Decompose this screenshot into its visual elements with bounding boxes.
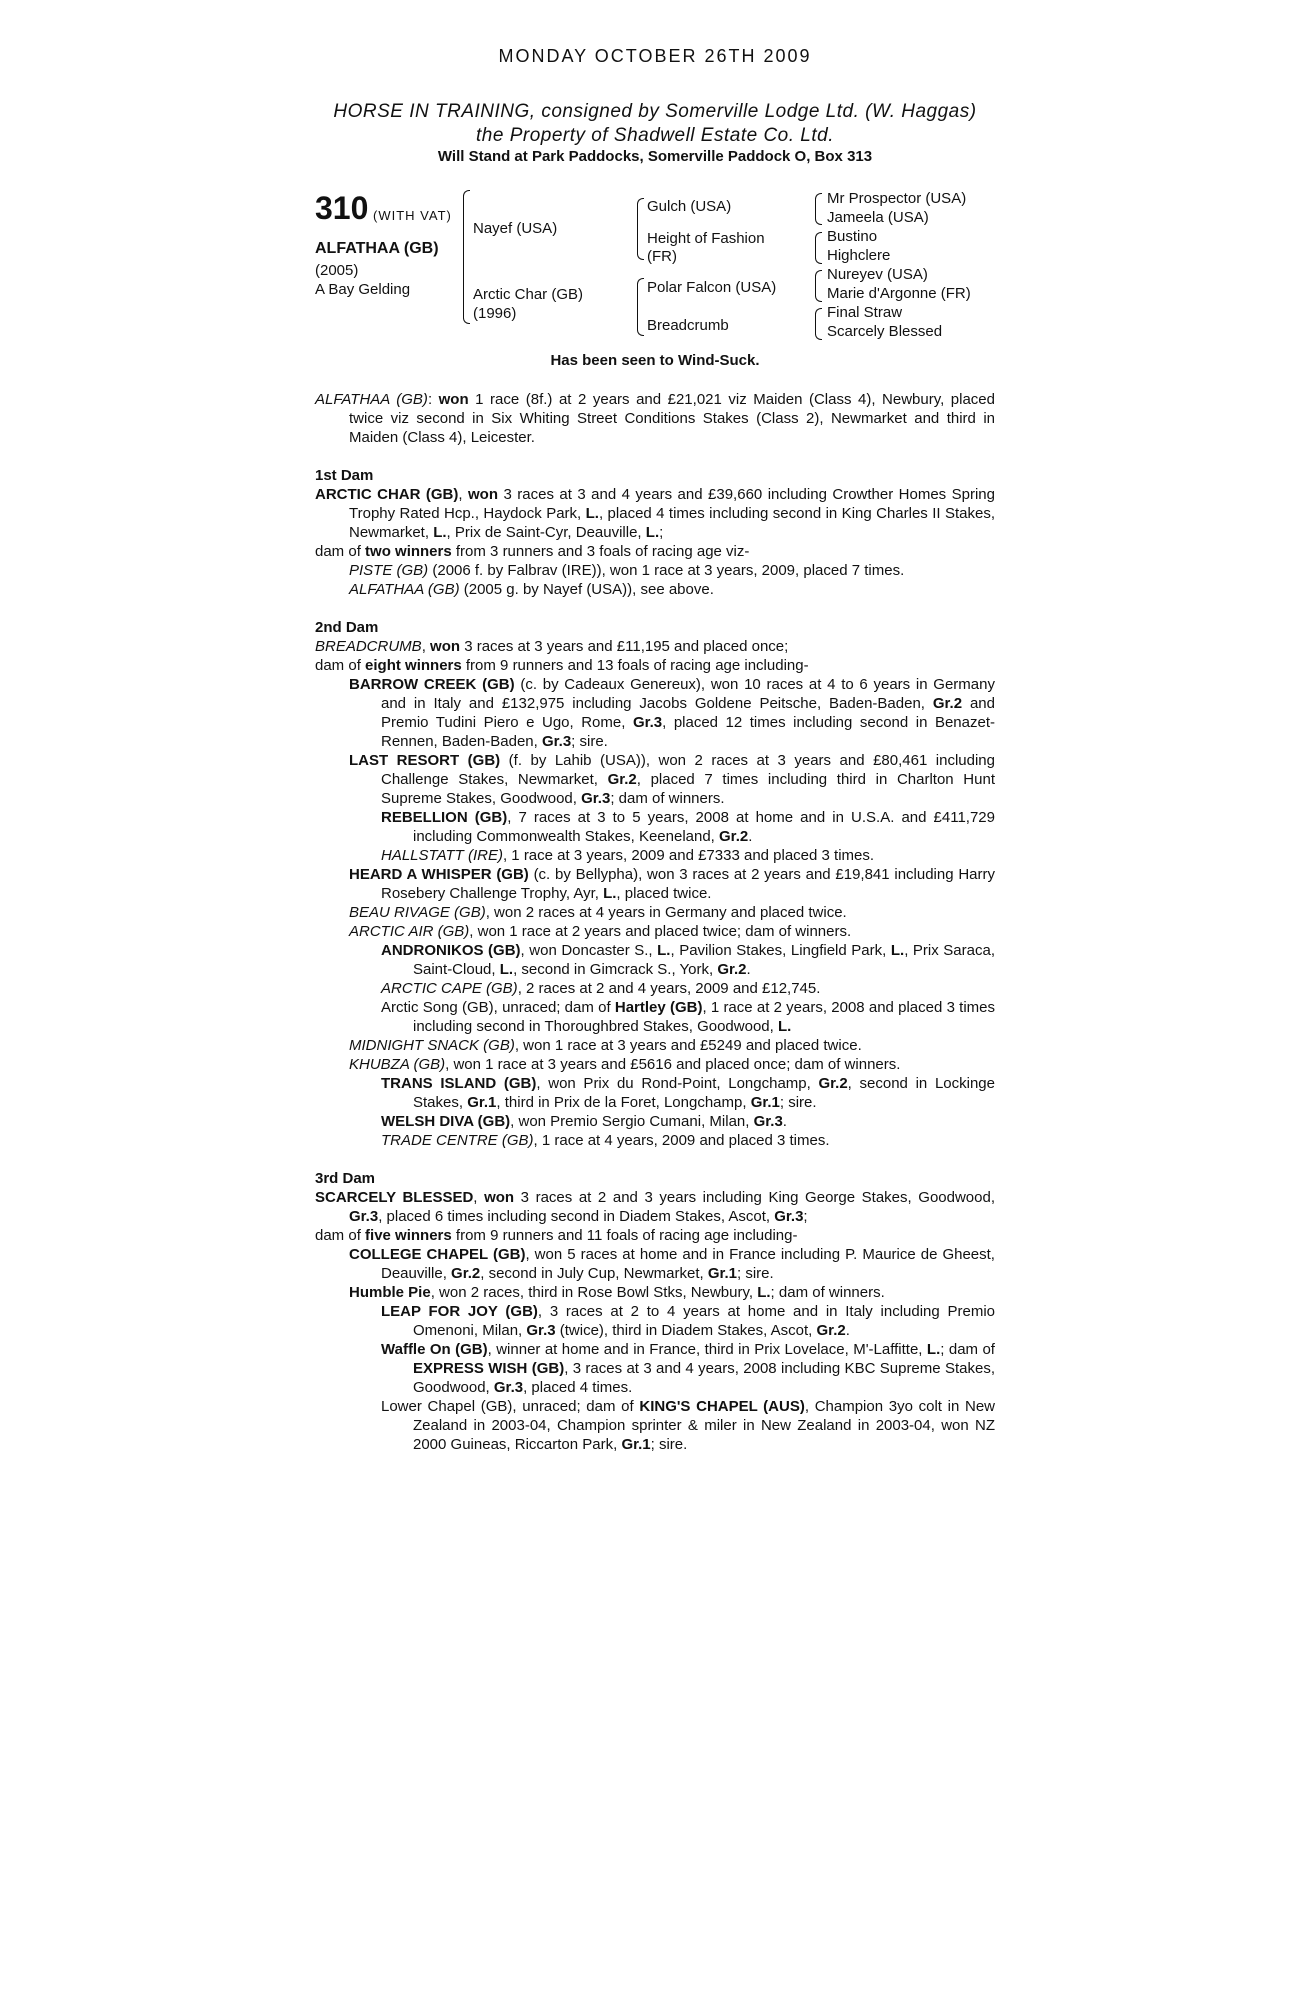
catalogue-body (315, 390, 995, 1454)
produce-item: LEAP FOR JOY (GB), 3 races at 2 to 4 years at home and in Italy including Premio Omenoni, Milan, Gr.3 (twice), third in Diadem Stakes, Ascot, Gr.2. (381, 1303, 995, 1339)
produce-item: TRADE CENTRE (GB), 1 race at 4 years, 2009 and placed 3 times. (381, 1132, 830, 1149)
bracket (815, 270, 822, 302)
wind-suck-note: Has been seen to Wind-Suck. (550, 352, 760, 369)
produce-item: LAST RESORT (GB) (f. by Lahib (USA)), won 2 races at 3 years and £80,461 including Challenge Stakes, Newmarket, Gr.2, placed 7 times including third in Charlton Hunt Supreme Stakes, Goodwood, Gr.3; dam of winners. (349, 752, 995, 807)
sale-date: MONDAY OCTOBER 26TH 2009 (498, 46, 812, 66)
produce-item: TRANS ISLAND (GB), won Prix du Rond-Point, Longchamp, Gr.2, second in Lockinge Stakes, Gr.1, third in Prix de la Foret, Longchamp, Gr.1; sire. (381, 1075, 995, 1111)
produce-item: Lower Chapel (GB), unraced; dam of KING'S CHAPEL (AUS), Champion 3yo colt in New Zealand in 2003-04, Champion sprinter & miler in New Zealand in 2003-04, won NZ 2000 Guineas, Riccarton Park, Gr.1; sire. (381, 1398, 995, 1453)
sire-dam-sire: Bustino (827, 228, 878, 245)
produce-item: HEARD A WHISPER (GB) (c. by Bellypha), won 3 races at 2 years and £19,841 including Harry Rosebery Challenge Trophy, Ayr, L., placed twice. (349, 866, 995, 902)
sire-dam-dam: Highclere (827, 247, 891, 264)
bracket (637, 278, 644, 336)
dam: Arctic Char (GB) (473, 286, 584, 303)
sire-sire-sire: Mr Prospector (USA) (827, 190, 967, 207)
produce-item: BARROW CREEK (GB) (c. by Cadeaux Genereux), won 10 races at 4 to 6 years in Germany and in Italy and £132,975 including Jacobs Goldene Peitsche, Baden-Baden, Gr.2 and Premio Tudini Piero e Ugo, Rome, Gr.3, placed 12 times including second in Benazet-Rennen, Baden-Baden, Gr.3; sire. (349, 676, 995, 750)
horse-name: ALFATHAA (GB) (315, 240, 439, 257)
produce-item: ALFATHAA (GB) (2005 g. by Nayef (USA)), see above. (349, 581, 714, 598)
second-dam-heading: 2nd Dam (315, 619, 379, 636)
produce-item: ARCTIC CAPE (GB), 2 races at 2 and 4 years, 2009 and £12,745. (381, 980, 821, 997)
third-dam-record: SCARCELY BLESSED, won 3 races at 2 and 3 years including King George Stakes, Goodwood, Gr.3, placed 6 times including second in Diadem Stakes, Ascot, Gr.3; (315, 1189, 995, 1225)
third-dam-produce: dam of five winners from 9 runners and 11 foals of racing age including- (315, 1227, 798, 1244)
dam-dam: Breadcrumb (647, 317, 729, 334)
bracket (815, 308, 822, 340)
horse-description: A Bay Gelding (315, 281, 411, 298)
first-dam-record: ARCTIC CHAR (GB), won 3 races at 3 and 4 years and £39,660 including Crowther Homes Spring Trophy Rated Hcp., Haydock Park, L., placed 4 times including second in King Charles II Stakes, Newmarket, L., Prix de Saint-Cyr, Deauville, L.; (315, 486, 996, 541)
consignor-line: HORSE IN TRAINING, consigned by Somerville Lodge Ltd. (W. Haggas) (333, 101, 977, 122)
produce-item: WELSH DIVA (GB), won Premio Sergio Cumani, Milan, Gr.3. (381, 1113, 787, 1130)
pedigree-table (315, 190, 995, 350)
sire: Nayef (USA) (473, 220, 558, 237)
lot-header (315, 100, 995, 166)
dam-dam-sire: Final Straw (827, 304, 903, 321)
dam-sire: Polar Falcon (USA) (647, 279, 777, 296)
bracket (463, 190, 470, 324)
produce-item: PISTE (GB) (2006 f. by Falbrav (IRE)), won 1 race at 3 years, 2009, placed 7 times. (349, 562, 905, 579)
produce-item: ARCTIC AIR (GB), won 1 race at 2 years and placed twice; dam of winners. (349, 923, 852, 940)
horse-year: (2005) (315, 262, 359, 279)
bracket (815, 193, 822, 225)
produce-item: Waffle On (GB), winner at home and in France, third in Prix Lovelace, M'-Laffitte, L.; dam of EXPRESS WISH (GB), 3 races at 3 and 4 years, 2008 including KBC Supreme Stakes, Goodwood, Gr.3, placed 4 times. (381, 1341, 995, 1396)
third-dam-heading: 3rd Dam (315, 1170, 376, 1187)
second-dam-produce: dam of eight winners from 9 runners and 13 foals of racing age including- (315, 657, 809, 674)
produce-item: Arctic Song (GB), unraced; dam of Hartley (GB), 1 race at 2 years, 2008 and placed 3 times including second in Thoroughbred Stakes, Goodwood, L. (381, 999, 995, 1035)
produce-item: COLLEGE CHAPEL (GB), won 5 races at home and in France including P. Maurice de Gheest, Deauville, Gr.2, second in July Cup, Newmarket, Gr.1; sire. (349, 1246, 995, 1282)
owner-line: the Property of Shadwell Estate Co. Ltd. (476, 125, 834, 146)
produce-item: BEAU RIVAGE (GB), won 2 races at 4 years in Germany and placed twice. (349, 904, 847, 921)
produce-item: Humble Pie, won 2 races, third in Rose Bowl Stks, Newbury, L.; dam of winners. (349, 1284, 885, 1301)
sire-sire-dam: Jameela (USA) (827, 209, 929, 226)
dam-year: (1996) (473, 305, 517, 322)
sire-sire: Gulch (USA) (647, 198, 732, 215)
lot-number: 310 (315, 190, 369, 226)
bracket (637, 198, 644, 260)
bracket (815, 232, 822, 264)
produce-item: ANDRONIKOS (GB), won Doncaster S., L., Pavilion Stakes, Lingfield Park, L., Prix Saraca, Saint-Cloud, L., second in Gimcrack S., York, Gr.2. (381, 942, 995, 978)
dam-sire-sire: Nureyev (USA) (827, 266, 928, 283)
location-line: Will Stand at Park Paddocks, Somerville Paddock O, Box 313 (437, 148, 873, 165)
produce-item: HALLSTATT (IRE), 1 race at 3 years, 2009 and £7333 and placed 3 times. (381, 847, 875, 864)
vat-label: (WITH VAT) (373, 208, 452, 223)
produce-item: REBELLION (GB), 7 races at 3 to 5 years, 2008 at home and in U.S.A. and £411,729 including Commonwealth Stakes, Keeneland, Gr.2. (381, 809, 995, 845)
produce-item: KHUBZA (GB), won 1 race at 3 years and £5616 and placed once; dam of winners. (349, 1056, 901, 1073)
sire-dam-country: (FR) (647, 248, 677, 265)
first-dam-heading: 1st Dam (315, 467, 374, 484)
second-dam-record: BREADCRUMB, won 3 races at 3 years and £11,195 and placed once; (315, 638, 789, 655)
produce-item: MIDNIGHT SNACK (GB), won 1 race at 3 years and £5249 and placed twice. (349, 1037, 862, 1054)
sire-dam: Height of Fashion (647, 230, 765, 247)
first-dam-produce: dam of two winners from 3 runners and 3 foals of racing age viz- (315, 543, 750, 560)
dam-sire-dam: Marie d'Argonne (FR) (827, 285, 971, 302)
horse-record: ALFATHAA (GB): won 1 race (8f.) at 2 years and £21,021 viz Maiden (Class 4), Newbury, placed twice viz second in Six Whiting Street Conditions Stakes (Class 2), Newmarket and third in Maiden (Class 4), Leicester. (315, 391, 995, 446)
dam-dam-dam: Scarcely Blessed (827, 323, 943, 340)
